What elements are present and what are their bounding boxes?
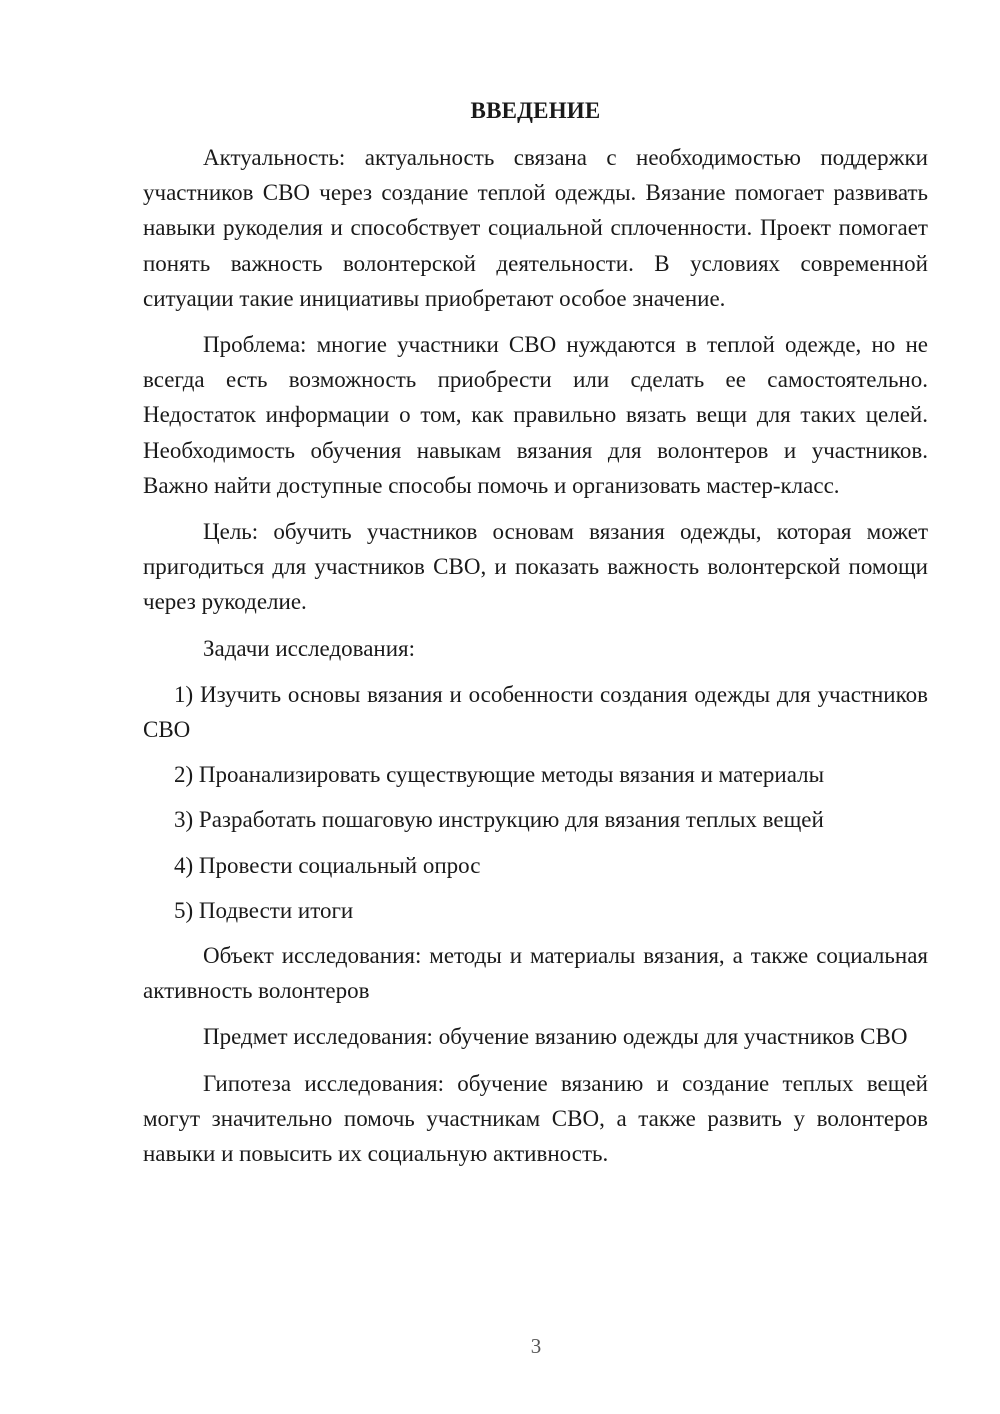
- hypothesis-paragraph: Гипотеза исследования: обучение вязанию и создание теплых вещей могут значительно помочь участникам СВО, а также развить у волонтеров навыки и повысить их социальную активность.: [143, 1070, 928, 1167]
- task-item-2: 2) Проанализировать существующие методы вязания и материалы: [174, 762, 825, 788]
- goal-paragraph: Цель: обучить участников основам вязания одежды, которая может пригодиться для участников СВО, и показать важность волонтерской помощи через рукоделие.: [143, 519, 928, 615]
- relevance-paragraph: Актуальность: актуальность связана с необходимостью поддержки участников СВО через создание теплой одежды. Вязание помогает развивать навыки рукоделия и способствует социальной сплоченности. Проект помогает понять важность волонтерской деятельности. В условиях современной ситуации такие инициативы приобретают особое значение.: [143, 145, 928, 311]
- task-item-3: 3) Разработать пошаговую инструкцию для вязания теплых вещей: [174, 807, 824, 833]
- page-title: ВВЕДЕНИЕ: [470, 98, 601, 123]
- problem-paragraph: Проблема: многие участники СВО нуждаются в теплой одежде, но не всегда есть возможность приобрести или сделать ее самостоятельно. Недостаток информации о том, как правильно вязать вещи для таких целей. Необходимость обучения навыкам вязания для волонтеров и участников. Важно найти доступные способы помочь и организовать мастер-класс.: [143, 332, 928, 498]
- object-paragraph: Объект исследования: методы и материалы вязания, а также социальная активность волонтеров: [143, 943, 928, 1004]
- page-number: 3: [530, 1334, 542, 1358]
- task-item-1: 1) Изучить основы вязания и особенности создания одежды для участников СВО: [143, 681, 928, 743]
- task-item-4: 4) Провести социальный опрос: [174, 852, 481, 878]
- document-body: [143, 96, 928, 1171]
- tasks-heading: Задачи исследования:: [203, 635, 416, 661]
- task-item-5: 5) Подвести итоги: [174, 897, 354, 923]
- subject-paragraph: Предмет исследования: обучение вязанию одежды для участников СВО: [203, 1024, 908, 1050]
